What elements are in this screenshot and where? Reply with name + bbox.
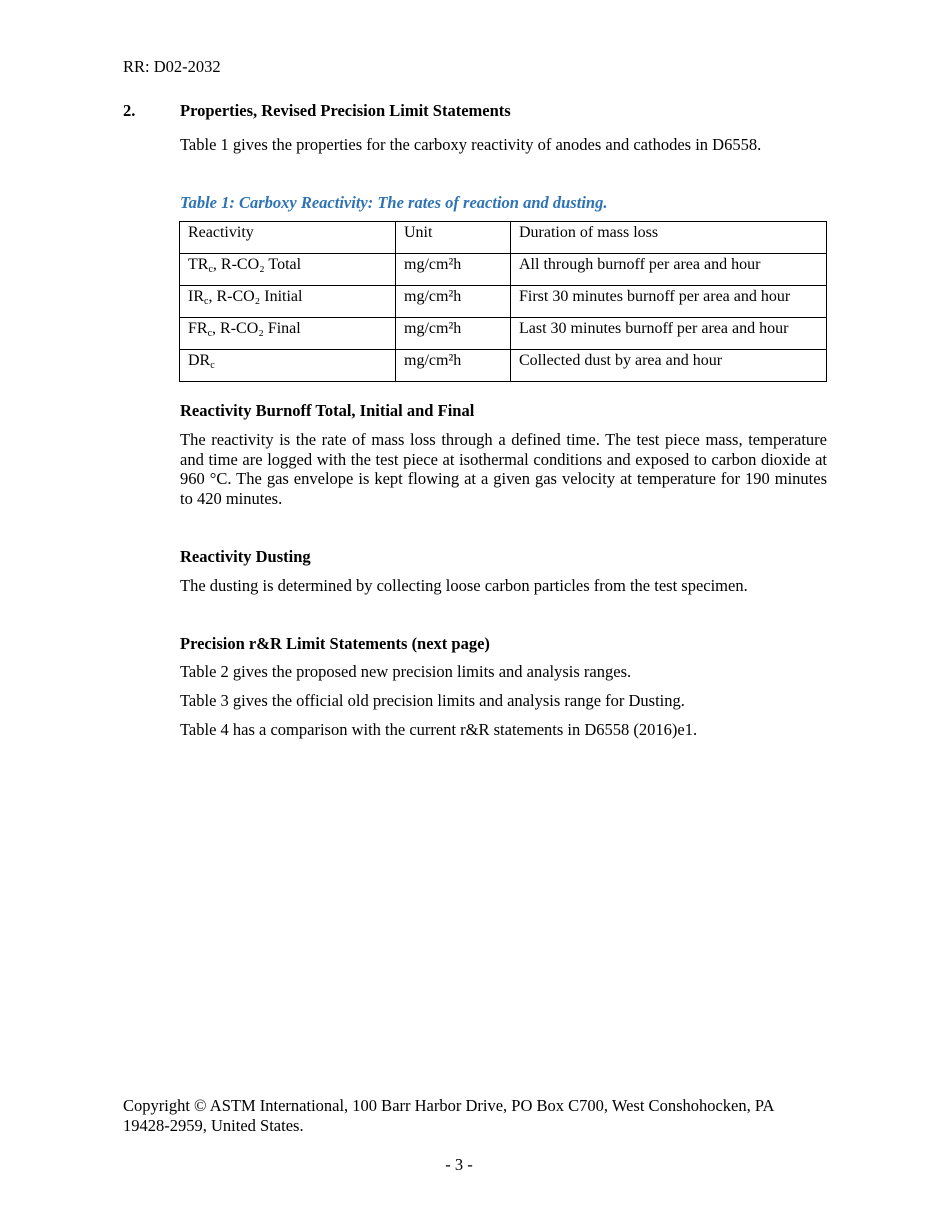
- page-number: - 3 -: [445, 1155, 473, 1174]
- table-row: [180, 286, 827, 318]
- reactivity-cell: $FR_c$, R-CO₂ Final: [180, 318, 396, 350]
- table-row: [180, 318, 827, 350]
- header-cell: Unit: [396, 222, 511, 254]
- dusting-heading: Reactivity Dusting: [180, 547, 311, 566]
- duration-cell: Last 30 minutes burnoff per area and hour: [511, 318, 827, 350]
- unit-cell: mg/cm²h: [396, 286, 511, 318]
- header-cell: Reactivity: [180, 222, 396, 254]
- section-title: Properties, Revised Precision Limit Statements: [180, 101, 511, 120]
- reactivity-cell: $IR_c$, R-CO₂ Initial: [180, 286, 396, 318]
- dusting-paragraph: The dusting is determined by collecting loose carbon particles from the test specimen.: [180, 576, 748, 595]
- precision-heading: Precision r&R Limit Statements (next page): [180, 634, 490, 653]
- table1-caption: Table 1: Carboxy Reactivity: The rates of reaction and dusting.: [180, 193, 608, 212]
- duration-cell: First 30 minutes burnoff per area and hour: [511, 286, 827, 318]
- header-cell: Duration of mass loss: [511, 222, 827, 254]
- reactivity-cell: $DR_c$: [180, 350, 396, 382]
- precision-line: Table 4 has a comparison with the current r&R statements in D6558 (2016)e1.: [180, 720, 698, 739]
- intro-paragraph: Table 1 gives the properties for the carboxy reactivity of anodes and cathodes in D6558.: [180, 135, 762, 154]
- unit-cell: mg/cm²h: [396, 350, 511, 382]
- section-number: 2.: [123, 101, 136, 120]
- duration-cell: Collected dust by area and hour: [511, 350, 827, 382]
- reactivity-cell: $TR_c$, R-CO₂ Total: [180, 254, 396, 286]
- document-id: RR: D02-2032: [123, 57, 221, 76]
- precision-line: Table 2 gives the proposed new precision limits and analysis ranges.: [180, 662, 632, 681]
- burnoff-heading: Reactivity Burnoff Total, Initial and Final: [180, 401, 475, 420]
- duration-cell: All through burnoff per area and hour: [511, 254, 827, 286]
- properties-table: [179, 221, 827, 382]
- table-row: [180, 254, 827, 286]
- copyright-notice: Copyright © ASTM International, 100 Barr Harbor Drive, PO Box C700, West Conshohocken, PA 19428-2959, United States.: [123, 1096, 774, 1135]
- table-row: [180, 350, 827, 382]
- unit-cell: mg/cm²h: [396, 318, 511, 350]
- table-header-row: [180, 222, 827, 254]
- burnoff-paragraph: The reactivity is the rate of mass loss through a defined time. The test piece mass, temperature and time are logged with the test piece at isothermal conditions and exposed to carbon dioxide at 960 °C. The gas envelope is kept flowing at a given gas velocity at temperature for 190 minutes to 420 minutes.: [180, 430, 827, 508]
- unit-cell: mg/cm²h: [396, 254, 511, 286]
- precision-line: Table 3 gives the official old precision limits and analysis range for Dusting.: [180, 691, 685, 710]
